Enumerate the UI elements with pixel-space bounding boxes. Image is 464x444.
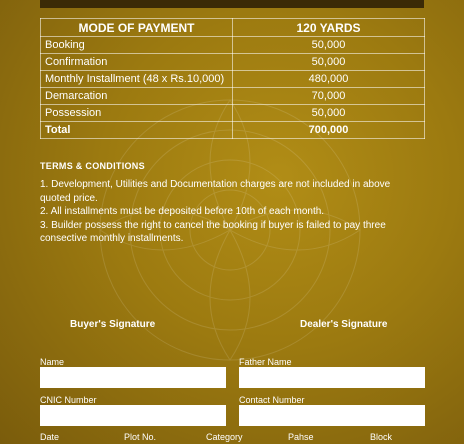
row-value: 70,000: [233, 88, 425, 105]
date-label: Date: [40, 432, 60, 442]
table-header-row: [41, 19, 425, 37]
header-120-yards: 120 YARDS: [233, 19, 425, 37]
category-label: Category: [206, 432, 243, 442]
buyer-signature-label: Buyer's Signature: [70, 319, 156, 330]
terms-title: TERMS & CONDITIONS: [40, 161, 145, 171]
terms-item: 1. Development, Utilities and Documentation charges are not included in above quoted price.: [40, 179, 391, 204]
table-total-row: [41, 122, 425, 139]
cnic-label: CNIC Number: [40, 395, 97, 405]
table-row: [41, 105, 425, 122]
row-label: Demarcation: [41, 88, 233, 105]
terms-list: [40, 178, 412, 246]
terms-item: 2. All installments must be deposited before 10th of each month.: [40, 206, 325, 217]
table-row: [41, 88, 425, 105]
row-label: Monthly Installment (48 x Rs.10,000): [41, 71, 233, 88]
table-row: [41, 54, 425, 71]
row-label: Confirmation: [41, 54, 233, 71]
row-value: 50,000: [233, 37, 425, 54]
row-label: Booking: [41, 37, 233, 54]
table-row: [41, 37, 425, 54]
header-mode-of-payment: MODE OF PAYMENT: [41, 19, 233, 37]
total-value: 700,000: [233, 122, 425, 139]
contact-label: Contact Number: [239, 395, 305, 405]
name-label: Name: [40, 357, 65, 367]
table-row: [41, 71, 425, 88]
contact-field[interactable]: [239, 405, 425, 426]
father-name-field[interactable]: [239, 367, 425, 388]
name-field[interactable]: [40, 367, 226, 388]
cnic-field[interactable]: [40, 405, 226, 426]
row-value: 50,000: [233, 54, 425, 71]
row-label: Possession: [41, 105, 233, 122]
row-value: 50,000: [233, 105, 425, 122]
phase-label: Pahse: [288, 432, 314, 442]
father-name-label: Father Name: [239, 357, 292, 367]
plot-no-label: Plot No.: [124, 432, 157, 442]
block-label: Block: [370, 432, 393, 442]
dealer-signature-label: Dealer's Signature: [300, 319, 388, 330]
total-label: Total: [41, 122, 233, 139]
payment-plan-table: [40, 18, 425, 139]
row-value: 480,000: [233, 71, 425, 88]
terms-item: 3. Builder possess the right to cancel the booking if buyer is failed to pay three consective monthly installments.: [40, 219, 386, 244]
top-banner-bar: [40, 0, 424, 8]
